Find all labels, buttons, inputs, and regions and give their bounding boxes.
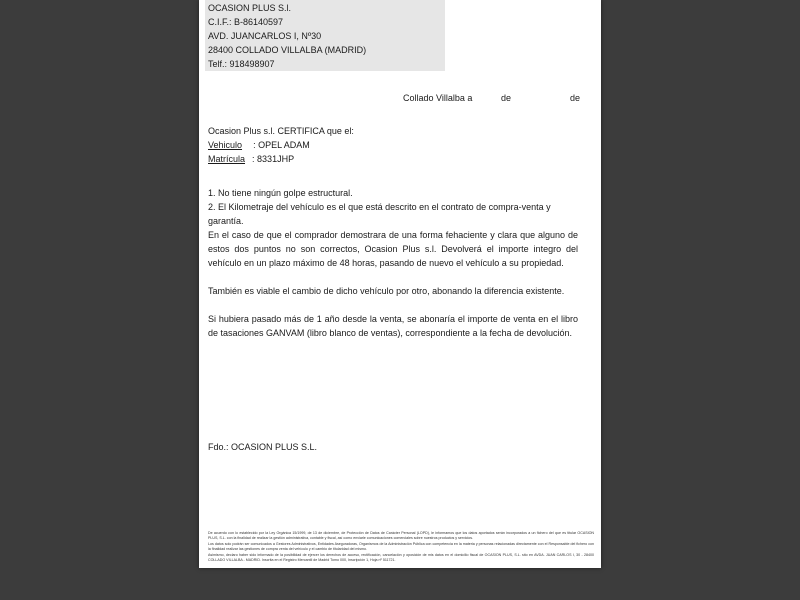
company-name: OCASION PLUS S.l. [208, 3, 292, 13]
date-place: Collado Villalba a [403, 93, 473, 103]
date-de-2: de [570, 93, 581, 103]
paragraph-refund-text: En el caso de que el comprador demostrara de una forma fehaciente y clara que alguno de estos dos puntos no son correctos, Ocasion Plus s.l. Devolverá el importe integro del vehículo en un plazo máximo de 48 horas, pasando de nuevo el vehículo a su propiedad. [208, 230, 578, 268]
legal-footer-line-2: Los datos solo podrán ser comunicados a Gestores Administrativos, Entidades Aseguradoras, Organismos de la Administración Pública con competencia en la materia y personas relacionadas directamente con el Responsable del fichero con la finalidad realizar las gestiones de compra venta del vehículo y el cambio de titularidad del mismo. [208, 541, 594, 552]
company-city: 28400 COLLADO VILLALBA (MADRID) [208, 45, 367, 55]
legal-footer [208, 531, 594, 563]
company-address: AVD. JUANCARLOS I, Nº30 [208, 31, 322, 41]
legal-footer-line-1: De acuerdo con lo establecido por la Ley Orgánica 15/1999, de 13 de diciembre, de Protección de Datos de Carácter Personal (LOPD), le informamos que los datos aportados serán incorporados a un fichero del que es titular OCASION PLUS, S.L. con la finalidad de realizar la gestión administrativa, contable y fiscal, así como enviarle comunicaciones comerciales sobre nuestros productos y servicios. [208, 531, 594, 541]
vehicle-label: Vehiculo [208, 140, 243, 150]
certify-block [208, 124, 578, 166]
plate-line [208, 152, 578, 166]
paragraph-exchange [208, 284, 578, 298]
company-header [205, 0, 445, 71]
paragraph-ganvam-text: Si hubiera pasado más de 1 año desde la venta, se abonaría el importe de venta en el libro de tasaciones GANVAM (libro blanco de ventas), correspondiente a la fecha de devolución. [208, 314, 578, 338]
date-line [199, 91, 601, 105]
plate-label: Matrícula [208, 154, 246, 164]
legal-footer-line-3: Asimismo, declaro haber sido informado de la posibilidad de ejercer los derechos de acceso, rectificación, cancelación y oposición de mis datos en el domicilio fiscal de OCASION PLUS, S.L. sito en AVDA. JUAN CARLOS I, 30 - 28400 COLLADO VILLALBA - MADRID. Inscrita en el Registro Mercantil de Madrid Tomo 000, Inscripción 1, Hoja nº 511721. [208, 552, 594, 563]
point-2: 2. El Kilometraje del vehículo es el que está descrito en el contrato de compra-venta y garantía. [208, 202, 551, 226]
company-phone: Telf.: 918498907 [208, 59, 275, 69]
point-1: 1. No tiene ningún golpe estructural. [208, 188, 353, 198]
signature-block [208, 440, 578, 454]
paragraph-exchange-text: También es viable el cambio de dicho vehículo por otro, abonando la diferencia existente. [208, 286, 565, 296]
vehicle-line [208, 138, 578, 152]
plate-value: : 8331JHP [252, 154, 295, 164]
date-de-1: de [501, 93, 512, 103]
points-block [208, 186, 578, 228]
document-page [199, 0, 601, 568]
certify-intro: Ocasion Plus s.l. CERTIFICA que el: [208, 126, 354, 136]
paragraph-ganvam [208, 312, 578, 340]
company-cif: C.I.F.: B-86140597 [208, 17, 284, 27]
vehicle-value: : OPEL ADAM [253, 140, 310, 150]
signature-text: Fdo.: OCASION PLUS S.L. [208, 442, 318, 452]
paragraph-refund [208, 228, 578, 270]
